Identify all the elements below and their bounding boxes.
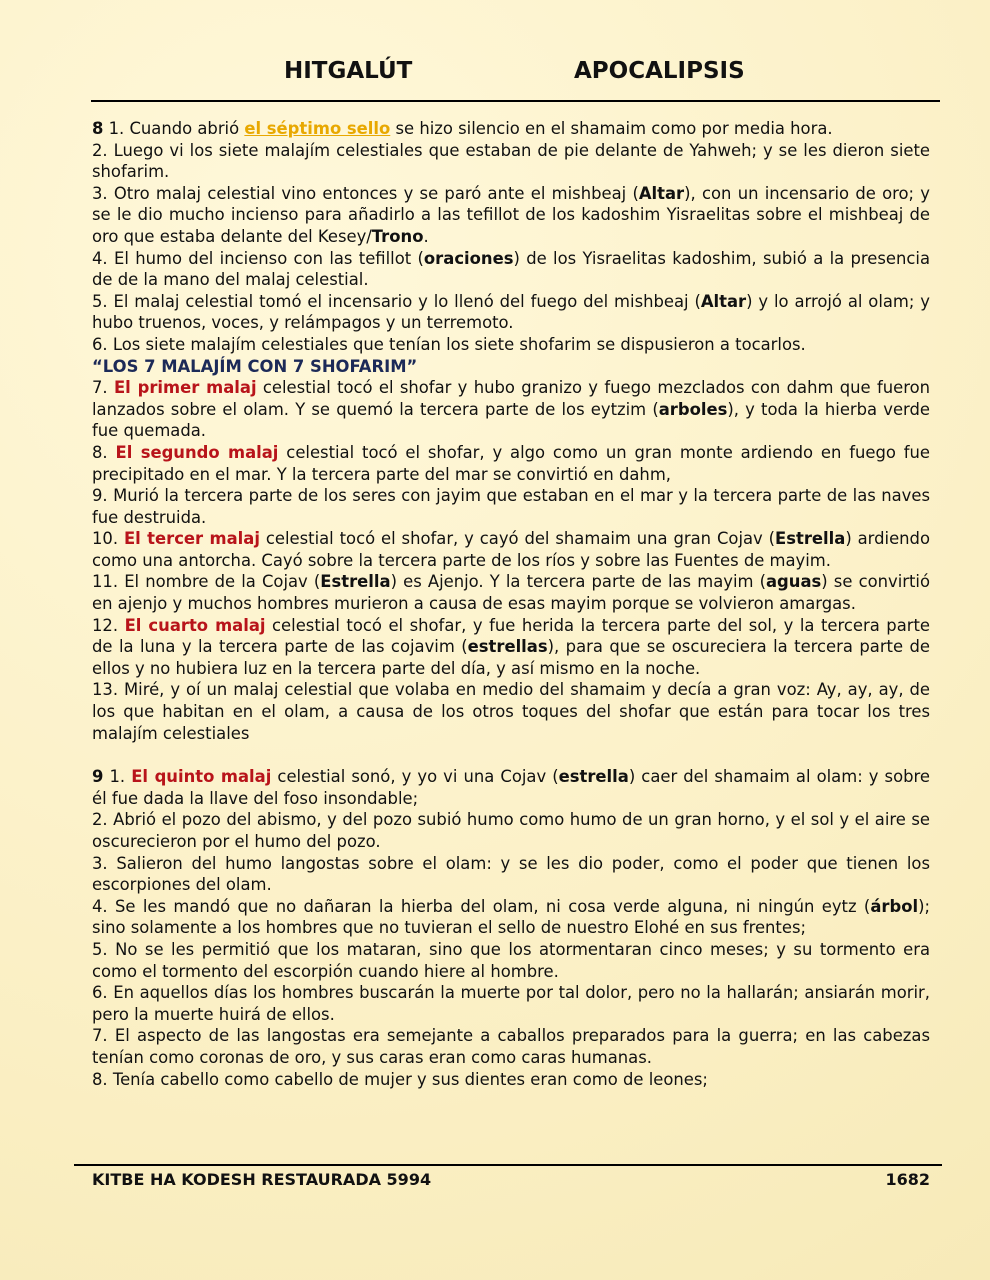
chapter-number: 9 (92, 767, 104, 787)
verse-8-13: 13. Miré, y oí un malaj celestial que volaba en medio del shamaim y decía a gran voz: Ay, ay, ay, de los que habitan en el olam, a causa de los otros toques del shofar que están para tocar los tres malajím celestiales (92, 680, 930, 743)
verse-8-8: 8. El segundo malaj celestial tocó el shofar, y algo como un gran monte ardiendo en fuego fue precipitado en el mar. Y la tercera parte del mar se convirtió en dahm, (92, 442, 930, 484)
chapter-number: 8 (92, 119, 104, 138)
seventh-seal-link[interactable]: el séptimo sello (244, 119, 391, 138)
verse-9-1: 9 1. El quinto malaj celestial sonó, y yo vi una Cojav (estrella) caer del shamaim al olam: y sobre él fue dada la llave del foso insondable; (92, 767, 930, 808)
verse-9-3: 3. Salieron del humo langostas sobre el olam: y se les dio poder, como el poder que tienen los escorpiones del olam. (92, 853, 930, 895)
verse-9-2: 2. Abrió el pozo del abismo, y del pozo subió humo como humo de un gran horno, y el sol y el aire se oscurecieron por el humo del pozo. (92, 810, 930, 851)
verse-8-12: 12. El cuarto malaj celestial tocó el shofar, y fue herida la tercera parte del sol, y la tercera parte de la luna y la tercera parte de las cojavim (estrellas), para que se oscureciera la tercera parte de ellos y no hubiera luz en la tercera parte del día, y así mismo en la noche. (92, 615, 931, 678)
header-title-left: HITGALÚT (284, 58, 413, 84)
page-body (92, 118, 930, 1090)
section-subtitle: “LOS 7 MALAJÍM CON 7 SHOFARIM” (92, 356, 418, 376)
verse-8-5: 5. El malaj celestial tomó el incensario y lo llenó del fuego del mishbeaj (Altar) y lo arrojó al olam; y hubo truenos, voces, y relámpagos y un terremoto. (92, 291, 930, 333)
verse-8-7: 7. El primer malaj celestial tocó el shofar y hubo granizo y fuego mezclados con dahm que fueron lanzados sobre el olam. Y se quemó la tercera parte de los eytzim (arboles), y toda la hierba verde fue quemada. (92, 378, 930, 441)
verse-8-3: 3. Otro malaj celestial vino entonces y se paró ante el mishbeaj (Altar), con un incensario de oro; y se le dio mucho incienso para añadirlo a las tefillot de los kadoshim Yisraelitas sobre el mishbeaj de oro que estaba delante del Kesey/Trono. (92, 183, 930, 246)
verse-8-11: 11. El nombre de la Cojav (Estrella) es Ajenjo. Y la tercera parte de las mayim (aguas) se convirtió en ajenjo y muchos hombres murieron a causa de esas mayim porque se volvieron amargas. (92, 572, 930, 614)
footer-book-title: KITBE HA KODESH RESTAURADA 5994 (92, 1170, 432, 1189)
chapter-spacer (92, 744, 930, 766)
verse-9-4: 4. Se les mandó que no dañaran la hierba del olam, ni cosa verde alguna, ni ningún eytz (árbol); sino solamente a los hombres que no tuvieran el sello de nuestro Elohé en sus frentes; (92, 896, 930, 938)
page-number: 1682 (885, 1170, 930, 1189)
verse-9-5: 5. No se les permitió que los mataran, sino que los atormentaran cinco meses; y su tormento era como el tormento del escorpión cuando hiere al hombre. (92, 939, 930, 981)
footer-rule (74, 1164, 942, 1166)
verse-8-1: 8 1. Cuando abrió el séptimo sello se hizo silencio en el shamaim como por media hora. (92, 119, 833, 138)
header-title-right: APOCALIPSIS (574, 58, 745, 84)
verse-8-10: 10. El tercer malaj celestial tocó el shofar, y cayó del shamaim una gran Cojav (Estrella) ardiendo como una antorcha. Cayó sobre la tercera parte de los ríos y sobre las Fuentes de mayim. (92, 529, 930, 570)
page-header (92, 58, 940, 92)
verse-8-9: 9. Murió la tercera parte de los seres con jayim que estaban en el mar y la tercera parte de las naves fue destruida. (92, 486, 930, 527)
verse-9-6: 6. En aquellos días los hombres buscarán la muerte por tal dolor, pero no la hallarán; ansiarán morir, pero la muerte huirá de ellos. (92, 983, 930, 1024)
verse-9-8: 8. Tenía cabello como cabello de mujer y sus dientes eran como de leones; (92, 1069, 708, 1089)
verse-8-2: 2. Luego vi los siete malajím celestiales que estaban de pie delante de Yahweh; y se les dieron siete shofarim. (92, 140, 930, 182)
verse-9-7: 7. El aspecto de las langostas era semejante a caballos preparados para la guerra; en las cabezas tenían como coronas de oro, y sus caras eran como caras humanas. (92, 1026, 930, 1067)
page-footer (92, 1170, 930, 1194)
verse-8-4: 4. El humo del incienso con las tefillot (oraciones) de los Yisraelitas kadoshim, subió a la presencia de de la mano del malaj celestial. (92, 248, 931, 290)
verse-8-6: 6. Los siete malajím celestiales que tenían los siete shofarim se dispusieron a tocarlos. (92, 334, 806, 354)
header-rule (91, 100, 940, 102)
